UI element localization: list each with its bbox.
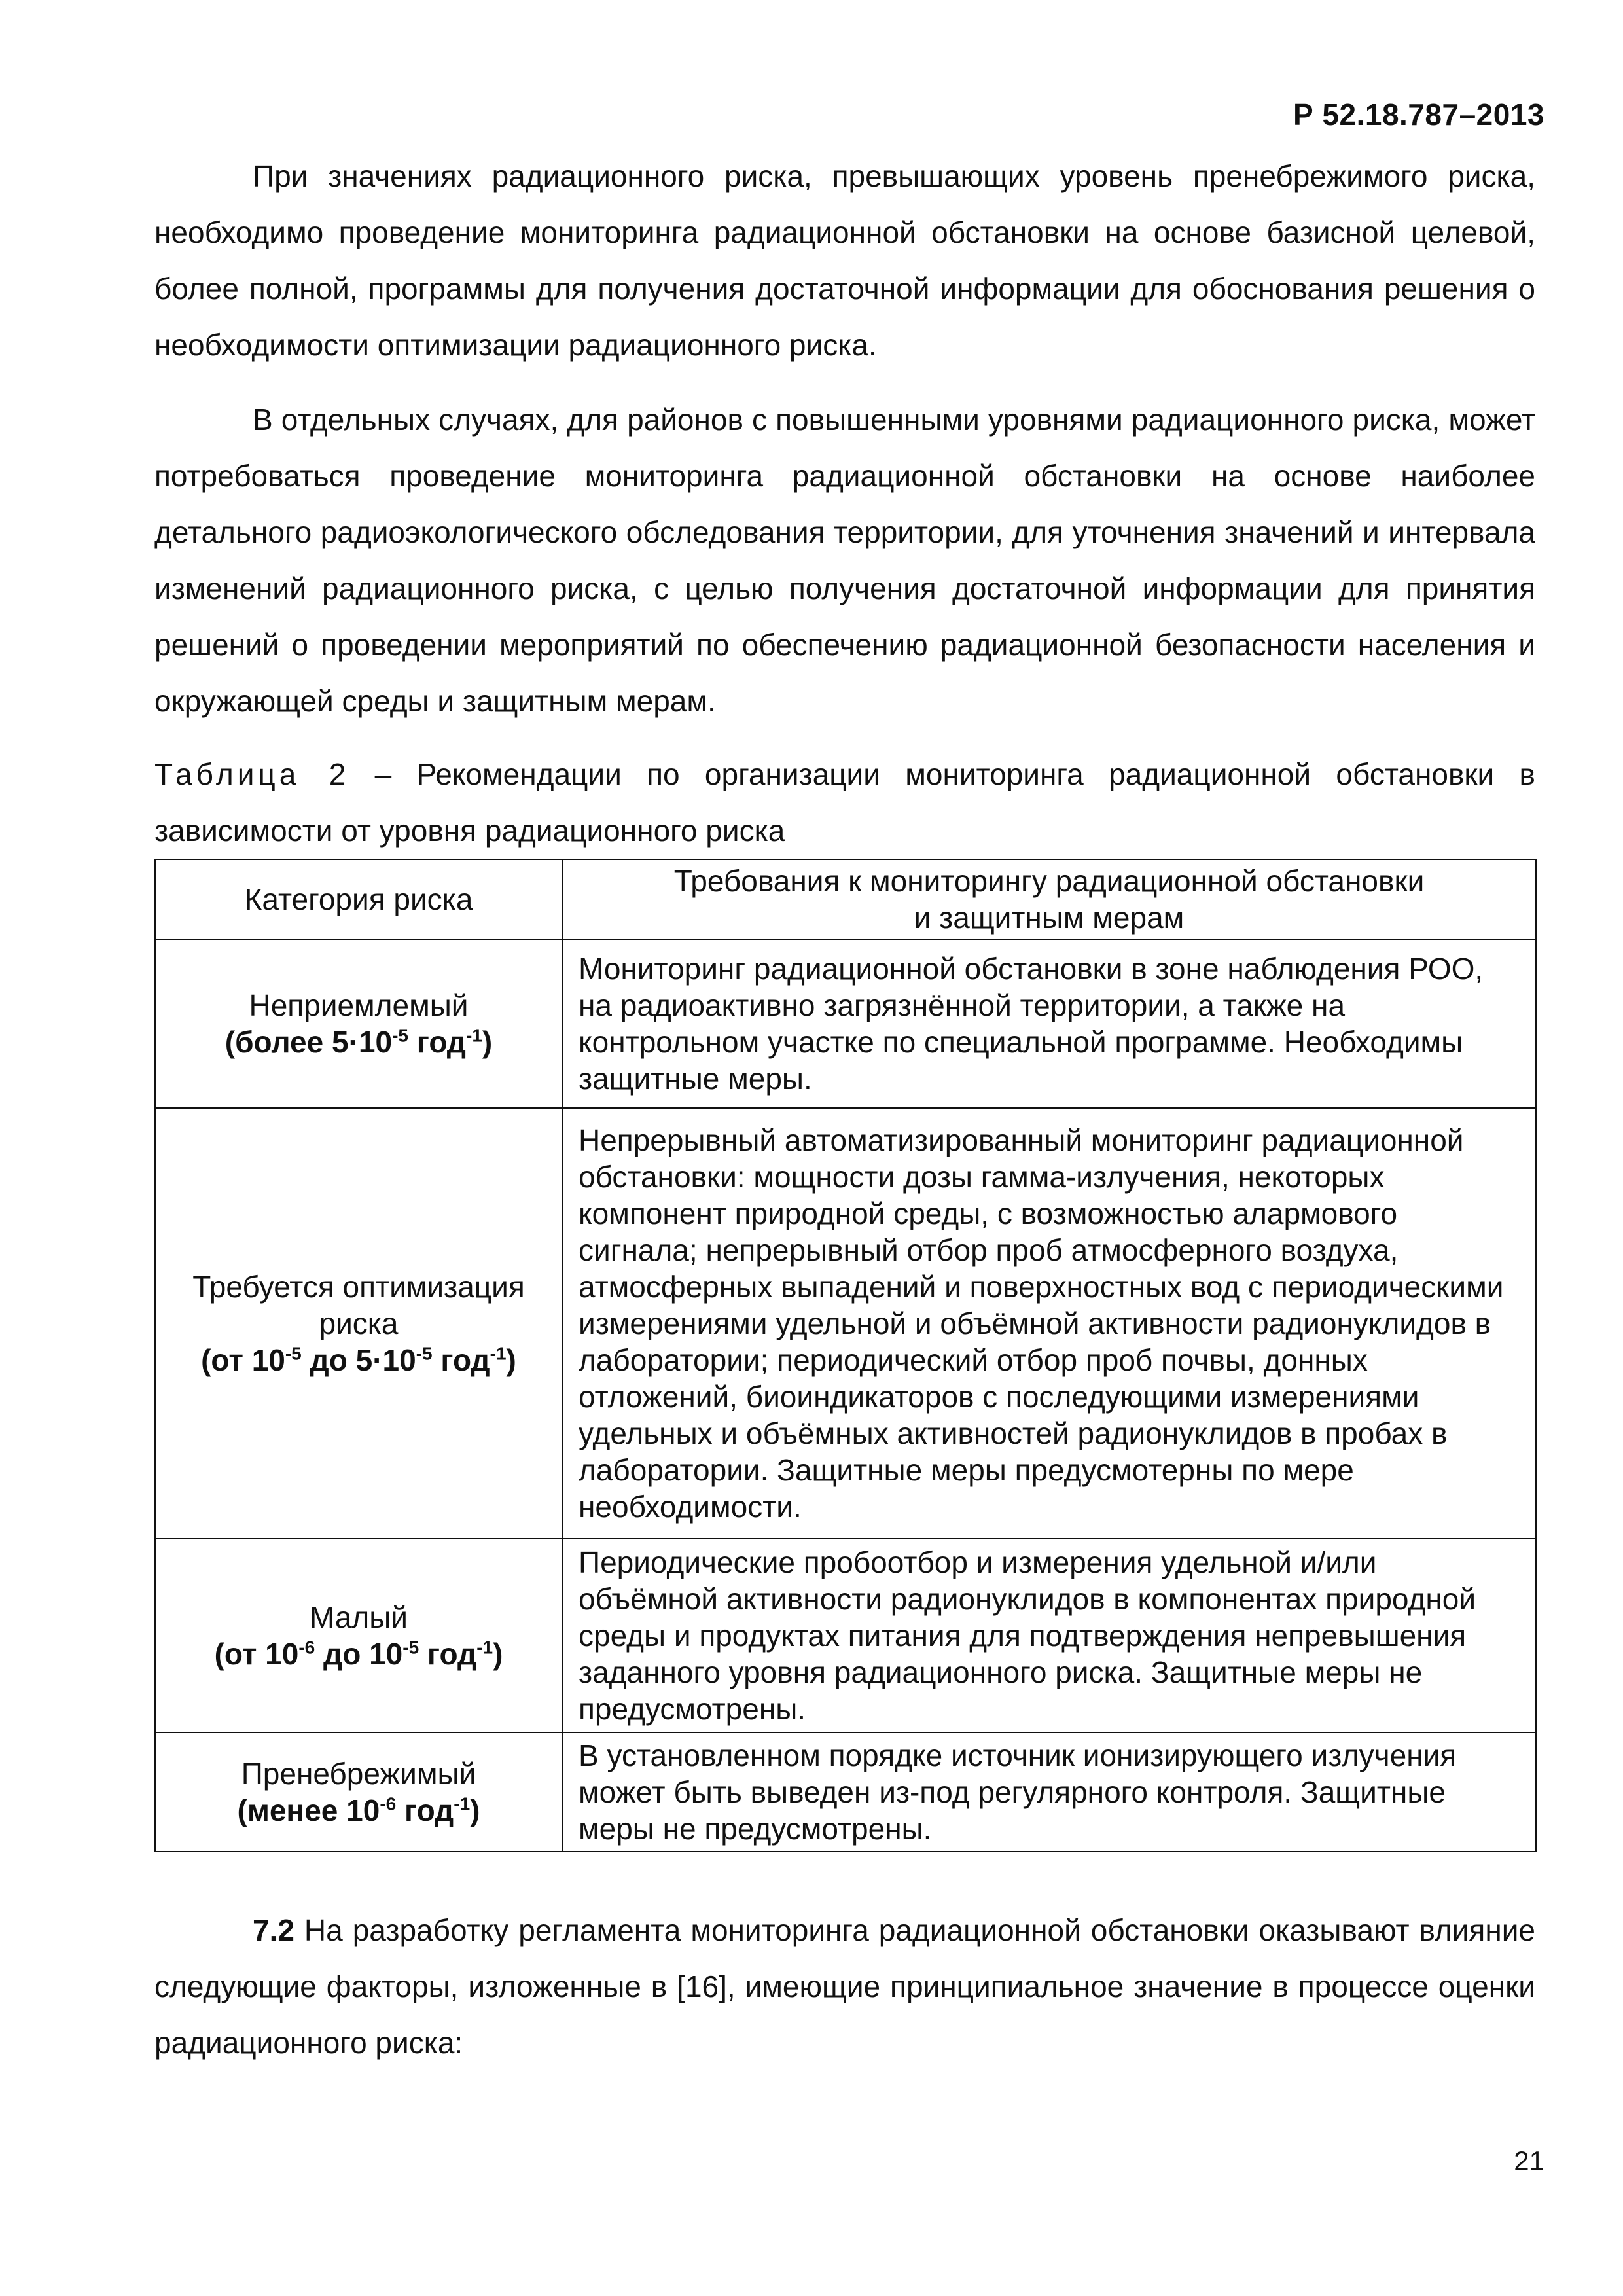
section-7-2-paragraph [154,1902,1535,2071]
requirements-cell: Непрерывный автоматизированный мониторинг радиационной обстановки: мощности дозы гамма-излучения, некоторых компонент природной среды, с возможностью алармового сигнала; непрерывный отбор проб атмосферного воздуха, атмосферных выпадений и поверхностных вод с периодическими измерениями удельной и объёмной активности радионуклидов в лаборатории; периодический отбор проб почвы, донных отложений, биоиндикаторов с последующими измерениями удельных и объёмных активностей радионуклидов в пробах в лаборатории. Защитные меры предусмотерны по мере необходимости. [562,1108,1536,1539]
risk-category-range: (менее $10^{-6}$ год$^{-1}$) [237,1793,480,1827]
requirements-cell: Периодические пробоотбор и измерения удельной и/или объёмной активности радионуклидов в компонентах природной среды и продуктах питания для подтверждения непревышения заданного уровня радиационного риска. Защитные меры не предусмотрены. [562,1539,1536,1732]
header-requirements-line2: и защитным мерам [914,901,1185,935]
risk-category-range: (от $10^{-6}$ до $10^{-5}$ год$^{-1}$) [214,1637,503,1671]
risk-category-name: Требуется оптимизация риска [192,1270,525,1340]
section-text: На разработку регламента мониторинга радиационной обстановки оказывают влияние следующие факторы, изложенные в [16], имеющие принципиальное значение в процессе оценки радиационного риска: [154,1913,1535,2060]
requirements-table [154,859,1537,1852]
paragraph-2: В отдельных случаях, для районов с повышенными уровнями радиационного риска, может потребоваться проведение мониторинга радиационной обстановки на основе наиболее детального радиоэкологического обследования территории, для уточнения значений и интервала изменений радиационного риска, с целью получения достаточной информации для принятия решений о проведении мероприятий по обеспечению радиационной безопасности населения и окружающей среды и защитным мерам. [154,403,1535,718]
risk-category-name: Пренебрежимый [241,1757,476,1791]
header-requirements-line1: Требования к мониторингу радиационной обстановки [673,864,1425,898]
document-code: Р 52.18.787–2013 [1293,98,1544,132]
header-category: Категория риска [155,859,562,939]
risk-category-range: (более $5\cdot 10^{-5}$ год$^{-1}$) [224,1025,493,1059]
header-requirements [562,859,1536,939]
paragraph-1: При значениях радиационного риска, превышающих уровень пренебрежимого риска, необходимо проведение мониторинга радиационной обстановки на основе базисной целевой, более полной, программы для получения достаточной информации для обоснования решения о необходимости оптимизации радиационного риска. [154,159,1535,362]
risk-category-cell [155,1732,562,1852]
table-row [155,1539,1536,1732]
risk-category-cell [155,939,562,1108]
risk-category-cell [155,1108,562,1539]
risk-category-name: Неприемлемый [249,988,469,1022]
requirements-cell: Мониторинг радиационной обстановки в зоне наблюдения РОО, на радиоактивно загрязнённой территории, а также на контрольном участке по специальной программе. Необходимы защитные меры. [562,939,1536,1108]
risk-category-name: Малый [309,1600,408,1634]
table-row [155,939,1536,1108]
table-header-row [155,859,1536,939]
risk-category-cell [155,1539,562,1732]
requirements-cell: В установленном порядке источник ионизирующего излучения может быть выведен из-под регулярного контроля. Защитные меры не предусмотрены. [562,1732,1536,1852]
table-caption [154,746,1535,859]
table-row [155,1108,1536,1539]
table-caption-text: – Рекомендации по организации мониторинга радиационной обстановки в зависимости от уровня радиационного риска [154,757,1535,848]
page-number: 21 [1514,2145,1544,2176]
section-number: 7.2 [253,1913,294,1947]
table-row [155,1732,1536,1852]
table-caption-label: Таблица 2 [154,757,350,791]
risk-category-range: (от $10^{-5}$ до $5\cdot 10^{-5}$ год$^{-1}$) [201,1343,516,1377]
